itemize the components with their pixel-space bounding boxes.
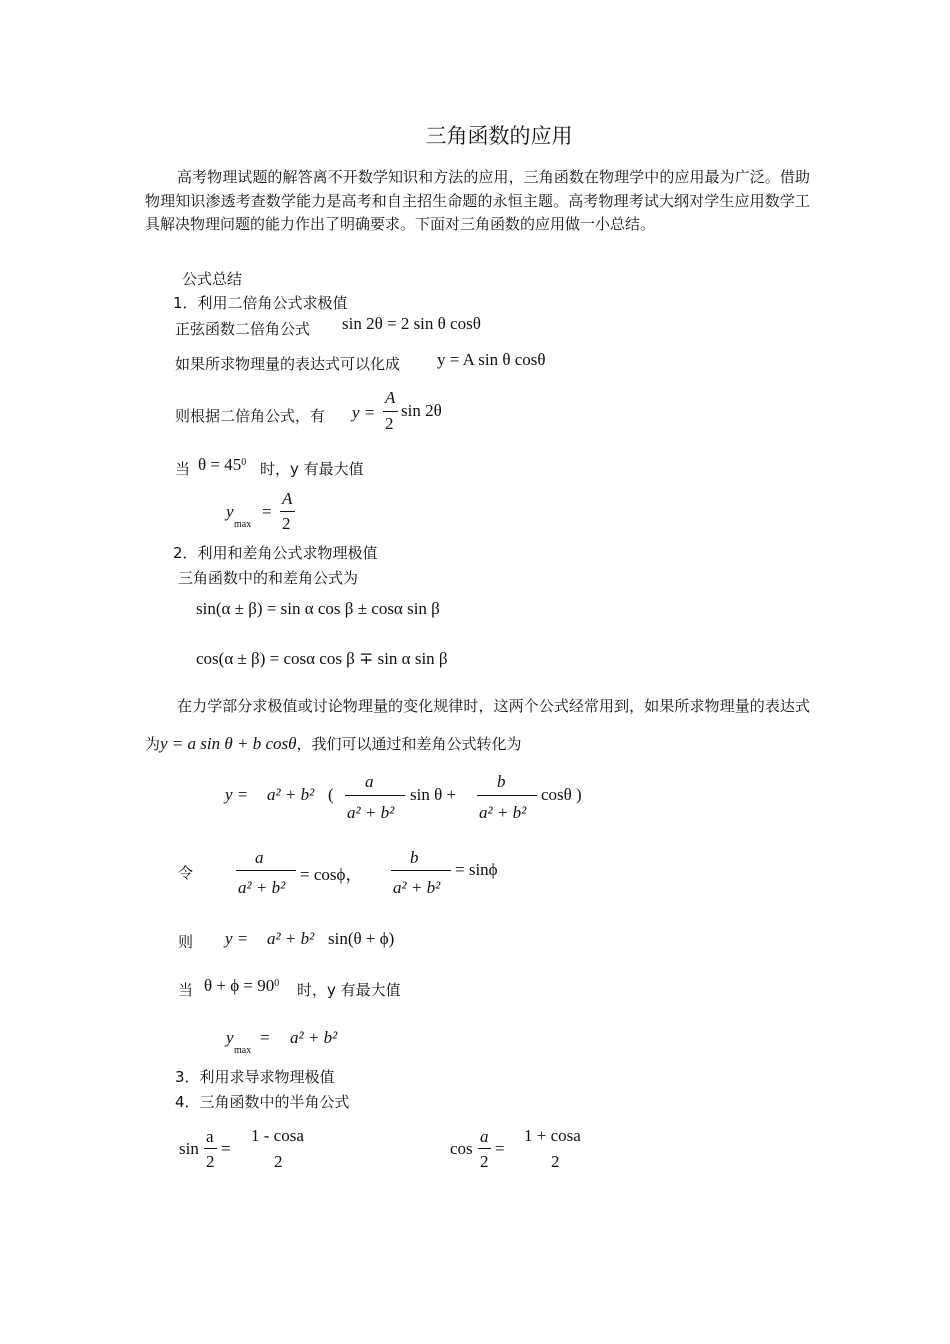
half-cos-den-2: 2 — [480, 1152, 489, 1171]
ymax-y: y — [226, 502, 234, 521]
ymax-denominator: 2 — [282, 514, 291, 533]
mechanics-paragraph — [145, 688, 810, 763]
degree-sup-2: 0 — [274, 978, 280, 989]
max-value-label: 时，y 有最大值 — [260, 460, 364, 478]
then-sin-sum: sin(θ + ϕ) — [328, 929, 395, 948]
fraction-bar — [383, 411, 398, 412]
then-y: y = — [225, 929, 249, 948]
then-label: 则 — [178, 933, 194, 951]
degree-sup: 0 — [241, 457, 247, 468]
section-3-heading: 3．利用求导求物理极值 — [175, 1068, 335, 1086]
sin-sum-diff-formula: sin(α ± β) = sin α cos β ± cosα sin β — [196, 599, 440, 618]
half-sin-denominator: 2 — [274, 1152, 283, 1171]
fraction-numerator-A: A — [385, 388, 396, 407]
eq-y: y = — [225, 785, 249, 804]
intro-paragraph: 高考物理试题的解答离不开数学知识和方法的应用，三角函数在物理学中的应用最为广泛。借助物理知识渗透考查数学能力是高考和自主招生命题的永恒主题。高考物理考试大纲对学生应用数学工具解决物理问题的能力作出了明确要求。下面对三角函数的应用做一小总结。 — [145, 168, 810, 233]
half-sin-num-a: a — [206, 1127, 214, 1146]
let-den-a: a² + b² — [238, 878, 286, 897]
ymax-equals: = — [262, 502, 272, 521]
half-cos-num-a: a — [480, 1127, 489, 1146]
eq-den-b: a² + b² — [479, 803, 527, 822]
eq-frac-bar-a — [345, 795, 405, 796]
ymax-subscript: max — [234, 519, 252, 530]
mechanics-tail: ，我们可以通过和差角公式转化为 — [296, 735, 522, 753]
half-sin-den-2: 2 — [206, 1152, 215, 1171]
let-frac-bar-a — [236, 870, 296, 871]
section-2-heading: 2．利用和差角公式求物理极值 — [173, 544, 378, 562]
cos-sum-diff-formula: cos(α ± β) = cosα cos β ∓ sin α sin β — [196, 649, 448, 668]
sum-diff-intro: 三角函数中的和差角公式为 — [178, 569, 359, 587]
sin-2theta: sin 2θ — [401, 401, 442, 420]
let-num-a: a — [255, 848, 264, 867]
section-1-heading: 1．利用二倍角公式求极值 — [173, 294, 348, 312]
eq-paren: ( — [328, 785, 334, 804]
let-frac-bar-b — [391, 870, 451, 871]
double-angle-formula: sin 2θ = 2 sin θ cosθ — [342, 314, 481, 333]
eq-num-a: a — [365, 772, 374, 791]
section-4-heading: 4．三角函数中的半角公式 — [175, 1093, 350, 1111]
half-cos-numerator: 1 + cosa — [524, 1126, 581, 1145]
then-double-angle-label: 则根据二倍角公式，有 — [175, 407, 326, 425]
half-cos-frac-bar — [478, 1148, 491, 1149]
half-sin-eq: = — [221, 1139, 231, 1158]
when-max-label: 当 — [178, 981, 194, 999]
page-title: 三角函数的应用 — [425, 124, 573, 148]
expression-label: 如果所求物理量的表达式可以化成 — [175, 355, 401, 373]
mechanics-text: 在力学部分求极值或讨论物理量的变化规律时，这两个公式经常用到，如果所求物理量的表达式为 — [145, 697, 810, 753]
ymax-fraction-bar — [280, 511, 295, 512]
let-den-b: a² + b² — [393, 878, 441, 897]
let-cos-phi: = cosϕ， — [300, 865, 363, 884]
ymax-numerator: A — [282, 489, 293, 508]
y-equals: y = — [352, 403, 376, 422]
eq-den-a: a² + b² — [347, 803, 395, 822]
theta-phi-90-text: θ + ϕ = 90 — [204, 976, 275, 995]
half-sin-frac-bar — [204, 1148, 217, 1149]
half-cos-eq: = — [495, 1139, 505, 1158]
ymax2-equals: = — [260, 1028, 270, 1047]
ymax2-subscript: max — [234, 1045, 252, 1056]
expression-formula: y = A sin θ cosθ — [437, 350, 546, 369]
eq-root: a² + b² — [267, 785, 315, 804]
ymax2-root: a² + b² — [290, 1028, 338, 1047]
max-value-label-2: 时，y 有最大值 — [297, 981, 401, 999]
target-expression: y = a sin θ + b cosθ — [160, 734, 297, 753]
when-label: 当 — [175, 460, 191, 478]
let-label: 令 — [178, 864, 194, 882]
eq-num-b: b — [497, 772, 506, 791]
let-sin-phi: = sinϕ — [455, 860, 498, 879]
then-root: a² + b² — [267, 929, 315, 948]
double-angle-label: 正弦函数二倍角公式 — [175, 320, 311, 338]
theta-45-formula — [198, 455, 246, 475]
half-sin-numerator: 1 - cosa — [251, 1126, 304, 1145]
let-num-b: b — [410, 848, 419, 867]
summary-heading: 公式总结 — [182, 270, 243, 288]
half-cos-denominator: 2 — [551, 1152, 560, 1171]
eq-frac-bar-b — [477, 795, 537, 796]
eq-sin-term: sin θ + — [410, 785, 457, 804]
half-cos-label: cos — [450, 1139, 473, 1158]
fraction-denominator-2: 2 — [385, 414, 394, 433]
eq-cos-term: cosθ ) — [541, 785, 582, 804]
ymax2-y: y — [226, 1028, 234, 1047]
theta-45-text: θ = 45 — [198, 455, 242, 474]
theta-phi-90-formula — [204, 976, 279, 996]
half-sin-label: sin — [179, 1139, 199, 1158]
